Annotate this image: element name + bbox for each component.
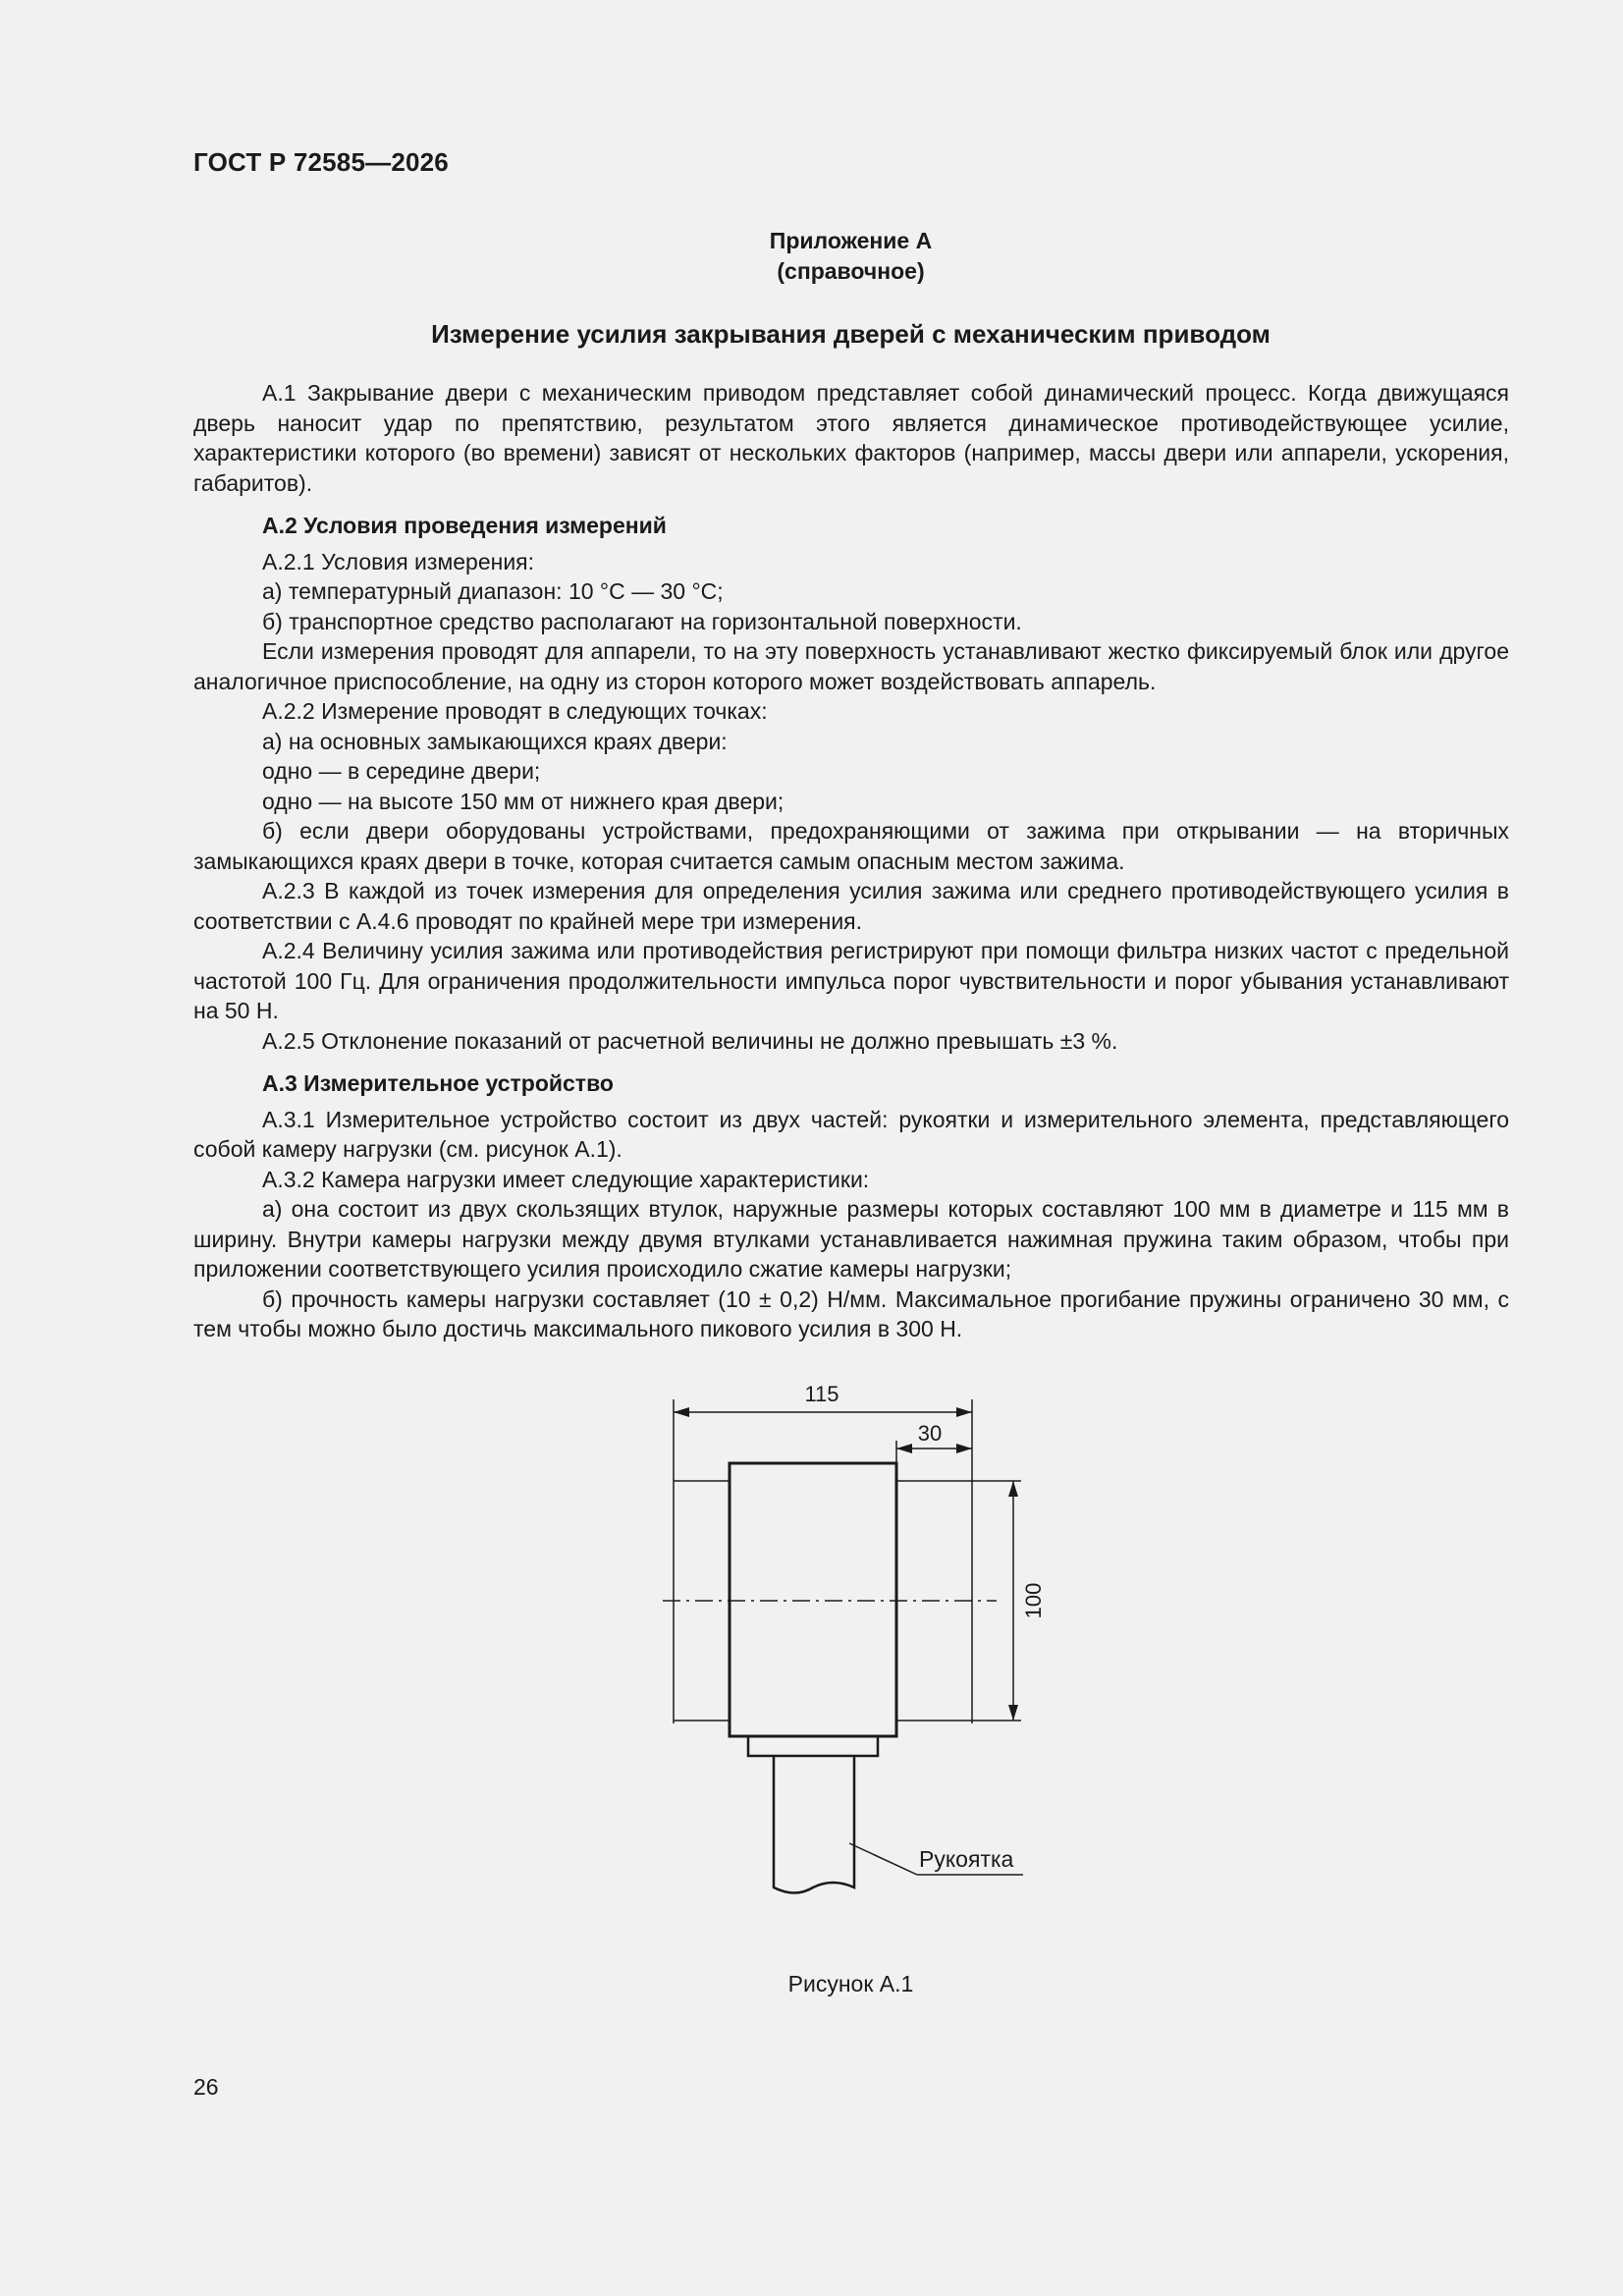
paragraph: А.2.1 Условия измерения: <box>262 548 535 574</box>
appendix-label: Приложение А <box>769 228 933 253</box>
section-heading: А.3 Измерительное устройство <box>262 1070 614 1096</box>
document-body <box>193 378 1509 1344</box>
section-heading: А.2 Условия проведения измерений <box>262 513 667 538</box>
paragraph: А.2.4 Величину усилия зажима или противодействия регистрируют при помощи фильтра низких частот с предельной частотой 100 Гц. Для ограничения продолжительности импульса порог чувствительности и порог убывания устанавливают на 50 Н. <box>193 938 1509 1023</box>
figure-load-chamber <box>628 1370 1080 1920</box>
paragraph: А.3.1 Измерительное устройство состоит из двух частей: рукоятки и измерительного элемента, представляющего собой камеру нагрузки (см. рисунок А.1). <box>193 1106 1509 1162</box>
appendix-title: Измерение усилия закрывания дверей с механическим приводом <box>431 319 1271 349</box>
paragraph: одно — в середине двери; <box>262 758 541 784</box>
paragraph: а) температурный диапазон: 10 °С — 30 °С; <box>262 578 724 604</box>
paragraph: А.2.3 В каждой из точек измерения для определения усилия зажима или среднего противодействующего усилия в соответствии с А.4.6 проводят по крайней мере три измерения. <box>193 878 1509 934</box>
paragraph: одно — на высоте 150 мм от нижнего края двери; <box>262 788 784 814</box>
paragraph: А.2.2 Измерение проводят в следующих точках: <box>262 698 768 724</box>
paragraph: б) прочность камеры нагрузки составляет (10 ± 0,2) Н/мм. Максимальное прогибание пружины ограничено 30 мм, с тем чтобы можно было достичь максимального пикового усилия в 300 Н. <box>193 1285 1509 1341</box>
document-header: ГОСТ Р 72585—2026 <box>193 147 449 177</box>
dimension-diameter-label: 100 <box>1021 1582 1046 1619</box>
dimension-stroke-label: 30 <box>917 1421 943 1446</box>
paragraph: Если измерения проводят для аппарели, то на эту поверхность устанавливают жестко фиксируемый блок или другое аналогичное приспособление, на одну из сторон которого может воздействовать аппарель. <box>193 638 1509 694</box>
appendix-type: (справочное) <box>777 258 925 284</box>
paragraph: а) она состоит из двух скользящих втулок, наружные размеры которых составляют 100 мм в диаметре и 115 мм в ширину. Внутри камеры нагрузки между двумя втулками устанавливается нажимная пружина таким образом, чтобы при приложении соответствующего усилия происходило сжатие камеры нагрузки; <box>193 1196 1509 1282</box>
paragraph: а) на основных замыкающихся краях двери: <box>262 728 728 754</box>
figure-caption: Рисунок А.1 <box>787 1971 914 1996</box>
paragraph: А.2.5 Отклонение показаний от расчетной величины не должно превышать ±3 %. <box>262 1027 1118 1054</box>
paragraph: б) транспортное средство располагают на горизонтальной поверхности. <box>262 608 1022 634</box>
paragraph: А.3.2 Камера нагрузки имеет следующие характеристики: <box>262 1166 870 1192</box>
dimension-width-label: 115 <box>804 1382 839 1406</box>
paragraph: б) если двери оборудованы устройствами, предохраняющими от зажима при открывании — на вторичных замыкающихся краях двери в точке, которая считается самым опасным местом зажима. <box>193 818 1509 874</box>
paragraph: А.1 Закрывание двери с механическим приводом представляет собой динамический процесс. Когда движущаяся дверь наносит удар по препятствию, результатом этого является динамическое противодействующее усилие, характеристики которого (во времени) зависят от нескольких факторов (например, массы двери или аппарели, ускорения, габаритов). <box>193 380 1509 496</box>
handle-label: Рукоятка <box>919 1846 1014 1872</box>
load-chamber-drawing <box>628 1370 1080 1920</box>
page-number: 26 <box>193 2074 219 2100</box>
